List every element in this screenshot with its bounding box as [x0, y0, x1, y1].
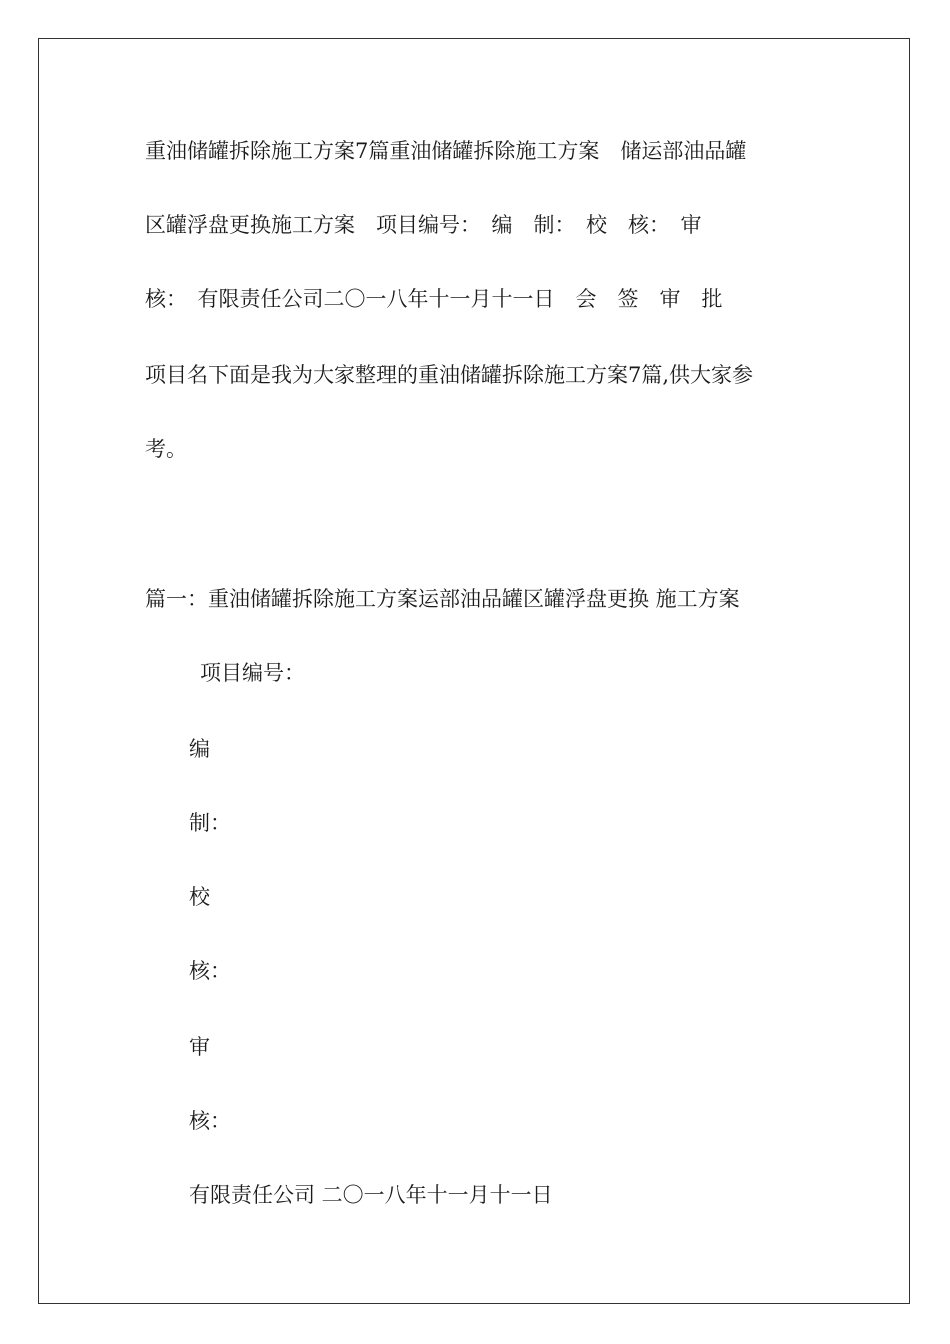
intro-line-3: 核： 有限责任公司二〇一八年十一月十一日 会 签 审 批: [145, 287, 723, 311]
checker-label-part1: 校: [189, 885, 210, 909]
intro-line-1: 重油储罐拆除施工方案7篇重油储罐拆除施工方案 储运部油品罐: [145, 139, 747, 163]
intro-line-4: 项目名下面是我为大家整理的重油储罐拆除施工方案7篇,供大家参: [145, 363, 754, 387]
section-heading: 篇一：重油储罐拆除施工方案运部油品罐区罐浮盘更换 施工方案: [145, 587, 740, 611]
company-date: 有限责任公司 二〇一八年十一月十一日: [189, 1183, 553, 1207]
reviewer-label-part1: 审: [189, 1035, 210, 1059]
project-number-label: 项目编号：: [200, 661, 305, 685]
reviewer-label-part2: 核：: [189, 1109, 231, 1133]
intro-line-5: 考。: [145, 437, 187, 461]
compiler-label-part2: 制：: [189, 811, 231, 835]
intro-line-2: 区罐浮盘更换施工方案 项目编号： 编 制： 校 核： 审: [145, 213, 702, 237]
checker-label-part2: 核：: [189, 959, 231, 983]
compiler-label-part1: 编: [189, 737, 210, 761]
